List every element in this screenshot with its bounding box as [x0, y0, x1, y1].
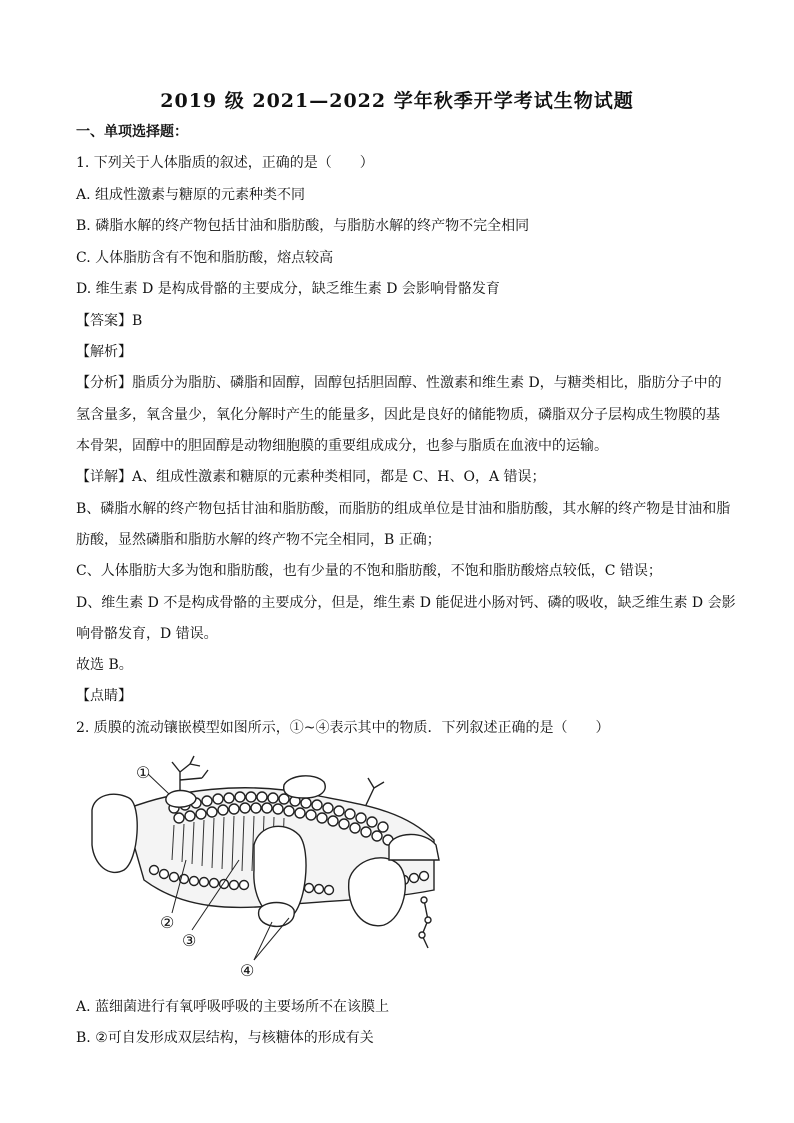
- detail-line: 响骨骼发育，D 错误。: [76, 626, 218, 642]
- detail-line: D、维生素 D 不是构成骨骼的主要成分，但是，维生素 D 能促进小肠对钙、磷的吸收，缺乏维生素 D 会影: [76, 595, 736, 611]
- label-3: ③: [182, 931, 197, 950]
- analysis-label: 【解析】: [76, 344, 132, 360]
- detail-line: C、人体脂肪大多为饱和脂肪酸，也有少量的不饱和脂肪酸，不饱和脂肪酸熔点较低，C 错误；: [76, 563, 662, 579]
- membrane-diagram: [84, 750, 454, 982]
- section-heading: 一、单项选择题：: [76, 124, 188, 140]
- question-2-option-b: B. ②可自发形成双层结构，与核糖体的形成有关: [76, 1030, 374, 1046]
- question-1-option-b: B. 磷脂水解的终产物包括甘油和脂肪酸，与脂肪水解的终产物不完全相同: [76, 218, 530, 234]
- detail-line: B、磷脂水解的终产物包括甘油和脂肪酸，而脂肪的组成单位是甘油和脂肪酸，其水解的终产物是甘油和脂: [76, 501, 731, 517]
- detail-line: 肪酸，显然磷脂和脂肪水解的终产物不完全相同，B 正确；: [76, 532, 441, 548]
- comment-label: 【点睛】: [76, 688, 132, 704]
- label-1: ①: [136, 763, 151, 782]
- question-2-option-a: A. 蓝细菌进行有氧呼吸呼吸的主要场所不在该膜上: [76, 999, 390, 1015]
- question-1-option-c: C. 人体脂肪含有不饱和脂肪酸，熔点较高: [76, 250, 334, 266]
- analysis-line: 【分析】脂质分为脂肪、磷脂和固醇，固醇包括胆固醇、性激素和维生素 D，与糖类相比，脂肪分子中的: [76, 375, 722, 391]
- question-1-option-a: A. 组成性激素与糖原的元素种类不同: [76, 187, 306, 203]
- answer-label: 【答案】B: [76, 313, 143, 329]
- label-2: ②: [160, 913, 175, 932]
- conclusion-line: 故选 B。: [76, 657, 133, 673]
- analysis-line: 本骨架，固醇中的胆固醇是动物细胞膜的重要组成成分，也参与脂质在血液中的运输。: [76, 438, 608, 454]
- label-4: ④: [240, 961, 255, 980]
- question-1-option-d: D. 维生素 D 是构成骨骼的主要成分，缺乏维生素 D 会影响骨骼发育: [76, 281, 500, 297]
- question-1-stem: 1. 下列关于人体脂质的叙述，正确的是（ ）: [76, 155, 374, 171]
- question-2-stem: 2. 质膜的流动镶嵌模型如图所示，①~④表示其中的物质．下列叙述正确的是（ ）: [76, 720, 610, 736]
- detail-line: 【详解】A、组成性激素和糖原的元素种类相同，都是 C、H、O，A 错误；: [76, 469, 546, 485]
- page-title: 2019 级 2021—2022 学年秋季开学考试生物试题: [160, 90, 634, 112]
- analysis-line: 氢含量多，氧含量少，氧化分解时产生的能量多，因此是良好的储能物质，磷脂双分子层构成生物膜的基: [76, 407, 720, 423]
